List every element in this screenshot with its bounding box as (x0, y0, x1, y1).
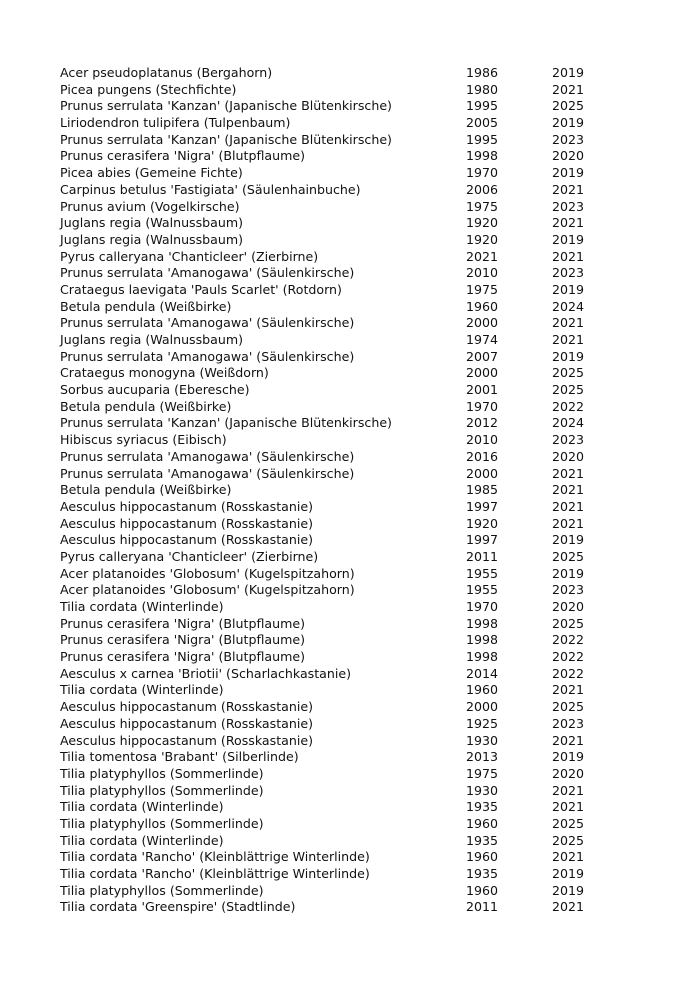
planted-year-cell: 1960 (466, 682, 499, 698)
table-row (60, 82, 600, 99)
planted-year-cell: 2000 (466, 365, 499, 381)
species-cell: Aesculus hippocastanum (Rosskastanie) (60, 498, 313, 514)
planted-year-cell: 1998 (466, 649, 499, 665)
planted-year-cell: 1998 (466, 615, 499, 631)
inspected-year-cell: 2021 (552, 215, 585, 231)
species-cell: Tilia cordata 'Rancho' (Kleinblättrige Winterlinde) (60, 849, 370, 865)
inspected-year-cell: 2020 (552, 599, 585, 614)
inspected-year-cell: 2019 (552, 882, 585, 898)
inspected-year-cell: 2021 (552, 799, 585, 815)
species-cell: Aesculus hippocastanum (Rosskastanie) (60, 732, 313, 748)
table-row (60, 282, 600, 299)
planted-year-cell: 2000 (466, 315, 499, 331)
table-row (60, 432, 600, 449)
inspected-year-cell: 2021 (552, 849, 585, 865)
species-cell: Tilia platyphyllos (Sommerlinde) (60, 882, 264, 898)
table-row (60, 682, 600, 699)
species-cell: Tilia platyphyllos (Sommerlinde) (60, 815, 264, 831)
species-cell: Betula pendula (Weißbirke) (60, 398, 232, 414)
species-cell: Juglans regia (Walnussbaum) (60, 231, 244, 247)
inspected-year-cell: 2019 (552, 348, 585, 364)
table-row (60, 866, 600, 883)
planted-year-cell: 1935 (466, 866, 499, 881)
inspected-year-cell: 2022 (552, 398, 585, 414)
inspected-year-cell: 2023 (552, 432, 585, 448)
species-cell: Aesculus x carnea 'Briotii' (Scharlachkastanie) (60, 665, 352, 681)
species-cell: Aesculus hippocastanum (Rosskastanie) (60, 699, 313, 715)
planted-year-cell: 2011 (466, 548, 499, 564)
inspected-year-cell: 2024 (552, 415, 585, 431)
planted-year-cell: 1935 (466, 799, 499, 815)
species-cell: Prunus serrulata 'Amanogawa' (Säulenkirsche) (60, 465, 355, 481)
table-row (60, 215, 600, 232)
inspected-year-cell: 2021 (552, 332, 585, 347)
species-cell: Prunus serrulata 'Amanogawa' (Säulenkirsche) (60, 265, 355, 281)
planted-year-cell: 1925 (466, 715, 499, 731)
species-cell: Juglans regia (Walnussbaum) (60, 215, 244, 231)
planted-year-cell: 1920 (466, 515, 499, 531)
inspected-year-cell: 2021 (552, 899, 585, 915)
planted-year-cell: 2011 (466, 899, 499, 915)
table-row (60, 349, 600, 366)
inspected-year-cell: 2025 (552, 832, 585, 848)
table-row (60, 632, 600, 649)
table-row (60, 733, 600, 750)
species-cell: Prunus serrulata 'Amanogawa' (Säulenkirsche) (60, 315, 355, 331)
species-cell: Picea abies (Gemeine Fichte) (60, 165, 243, 181)
species-cell: Juglans regia (Walnussbaum) (60, 332, 244, 347)
planted-year-cell: 1995 (466, 98, 499, 114)
planted-year-cell: 2014 (466, 665, 499, 681)
table-row (60, 482, 600, 499)
planted-year-cell: 1955 (466, 582, 499, 598)
species-cell: Tilia cordata (Winterlinde) (60, 599, 224, 614)
table-row (60, 532, 600, 549)
species-cell: Prunus cerasifera 'Nigra' (Blutpflaume) (60, 148, 306, 164)
table-row (60, 165, 600, 182)
inspected-year-cell: 2022 (552, 632, 585, 648)
planted-year-cell: 1920 (466, 215, 499, 231)
inspected-year-cell: 2020 (552, 148, 585, 164)
species-cell: Prunus avium (Vogelkirsche) (60, 198, 240, 214)
species-cell: Prunus serrulata 'Kanzan' (Japanische Blütenkirsche) (60, 131, 392, 147)
planted-year-cell: 1985 (466, 482, 499, 498)
inspected-year-cell: 2019 (552, 115, 585, 131)
table-row (60, 799, 600, 816)
table-row (60, 65, 600, 82)
table-row (60, 132, 600, 149)
planted-year-cell: 1986 (466, 65, 499, 80)
table-row (60, 616, 600, 633)
planted-year-cell: 1970 (466, 165, 499, 181)
species-cell: Liriodendron tulipifera (Tulpenbaum) (60, 115, 291, 131)
table-row (60, 299, 600, 316)
inspected-year-cell: 2021 (552, 482, 585, 498)
inspected-year-cell: 2019 (552, 231, 585, 247)
planted-year-cell: 1970 (466, 398, 499, 414)
table-row (60, 332, 600, 349)
species-cell: Pyrus calleryana 'Chanticleer' (Zierbirne) (60, 248, 319, 264)
inspected-year-cell: 2022 (552, 649, 585, 665)
planted-year-cell: 1998 (466, 148, 499, 164)
planted-year-cell: 1997 (466, 498, 499, 514)
species-cell: Tilia platyphyllos (Sommerlinde) (60, 782, 264, 798)
species-cell: Tilia cordata 'Rancho' (Kleinblättrige Winterlinde) (60, 866, 370, 881)
species-cell: Prunus cerasifera 'Nigra' (Blutpflaume) (60, 615, 306, 631)
table-row (60, 582, 600, 599)
inspected-year-cell: 2021 (552, 465, 585, 481)
table-row (60, 449, 600, 466)
species-cell: Acer platanoides 'Globosum' (Kugelspitzahorn) (60, 582, 355, 598)
inspected-year-cell: 2025 (552, 382, 585, 398)
inspected-year-cell: 2025 (552, 548, 585, 564)
planted-year-cell: 1975 (466, 281, 499, 297)
table-row (60, 783, 600, 800)
planted-year-cell: 1960 (466, 815, 499, 831)
inspected-year-cell: 2019 (552, 65, 585, 80)
inspected-year-cell: 2025 (552, 98, 585, 114)
inspected-year-cell: 2021 (552, 498, 585, 514)
species-cell: Aesculus hippocastanum (Rosskastanie) (60, 515, 313, 531)
tree-table (60, 65, 600, 916)
inspected-year-cell: 2021 (552, 732, 585, 748)
table-row (60, 666, 600, 683)
table-row (60, 599, 600, 616)
species-cell: Prunus serrulata 'Amanogawa' (Säulenkirsche) (60, 348, 355, 364)
planted-year-cell: 1975 (466, 198, 499, 214)
planted-year-cell: 1930 (466, 732, 499, 748)
inspected-year-cell: 2021 (552, 248, 585, 264)
inspected-year-cell: 2025 (552, 365, 585, 381)
species-cell: Prunus serrulata 'Amanogawa' (Säulenkirsche) (60, 448, 355, 464)
planted-year-cell: 2001 (466, 382, 499, 398)
species-cell: Prunus serrulata 'Kanzan' (Japanische Blütenkirsche) (60, 415, 392, 431)
table-row (60, 182, 600, 199)
table-row (60, 148, 600, 165)
inspected-year-cell: 2021 (552, 81, 585, 97)
inspected-year-cell: 2019 (552, 532, 585, 548)
inspected-year-cell: 2022 (552, 665, 585, 681)
planted-year-cell: 2000 (466, 465, 499, 481)
species-cell: Prunus serrulata 'Kanzan' (Japanische Blütenkirsche) (60, 98, 392, 114)
inspected-year-cell: 2023 (552, 715, 585, 731)
species-cell: Tilia cordata (Winterlinde) (60, 832, 224, 848)
planted-year-cell: 1960 (466, 882, 499, 898)
planted-year-cell: 1995 (466, 131, 499, 147)
species-cell: Acer pseudoplatanus (Bergahorn) (60, 65, 273, 80)
table-row (60, 199, 600, 216)
inspected-year-cell: 2021 (552, 315, 585, 331)
table-row (60, 382, 600, 399)
table-row (60, 232, 600, 249)
species-cell: Tilia platyphyllos (Sommerlinde) (60, 765, 264, 781)
planted-year-cell: 2012 (466, 415, 499, 431)
table-row (60, 699, 600, 716)
planted-year-cell: 2010 (466, 432, 499, 448)
inspected-year-cell: 2024 (552, 298, 585, 314)
species-cell: Tilia tomentosa 'Brabant' (Silberlinde) (60, 749, 299, 765)
species-cell: Carpinus betulus 'Fastigiata' (Säulenhainbuche) (60, 181, 361, 197)
planted-year-cell: 2005 (466, 115, 499, 131)
inspected-year-cell: 2020 (552, 765, 585, 781)
planted-year-cell: 2007 (466, 348, 499, 364)
planted-year-cell: 2016 (466, 448, 499, 464)
inspected-year-cell: 2019 (552, 565, 585, 581)
table-row (60, 833, 600, 850)
inspected-year-cell: 2020 (552, 448, 585, 464)
planted-year-cell: 1960 (466, 849, 499, 865)
table-row (60, 899, 600, 916)
table-row (60, 499, 600, 516)
inspected-year-cell: 2019 (552, 165, 585, 181)
inspected-year-cell: 2025 (552, 815, 585, 831)
planted-year-cell: 2013 (466, 749, 499, 765)
planted-year-cell: 2010 (466, 265, 499, 281)
species-cell: Betula pendula (Weißbirke) (60, 482, 232, 498)
table-row (60, 849, 600, 866)
inspected-year-cell: 2023 (552, 131, 585, 147)
inspected-year-cell: 2021 (552, 782, 585, 798)
inspected-year-cell: 2019 (552, 281, 585, 297)
inspected-year-cell: 2023 (552, 582, 585, 598)
table-row (60, 766, 600, 783)
table-row (60, 365, 600, 382)
planted-year-cell: 1970 (466, 599, 499, 614)
table-row (60, 265, 600, 282)
table-row (60, 315, 600, 332)
species-cell: Hibiscus syriacus (Eibisch) (60, 432, 227, 448)
table-row (60, 883, 600, 900)
planted-year-cell: 2000 (466, 699, 499, 715)
species-cell: Pyrus calleryana 'Chanticleer' (Zierbirne) (60, 548, 319, 564)
table-row (60, 516, 600, 533)
planted-year-cell: 1955 (466, 565, 499, 581)
species-cell: Sorbus aucuparia (Eberesche) (60, 382, 250, 398)
table-row (60, 649, 600, 666)
table-row (60, 749, 600, 766)
table-row (60, 415, 600, 432)
planted-year-cell: 1998 (466, 632, 499, 648)
table-row (60, 716, 600, 733)
species-cell: Tilia cordata (Winterlinde) (60, 799, 224, 815)
planted-year-cell: 1920 (466, 231, 499, 247)
species-cell: Picea pungens (Stechfichte) (60, 81, 237, 97)
inspected-year-cell: 2025 (552, 615, 585, 631)
planted-year-cell: 2006 (466, 181, 499, 197)
species-cell: Aesculus hippocastanum (Rosskastanie) (60, 715, 313, 731)
planted-year-cell: 1997 (466, 532, 499, 548)
table-row (60, 249, 600, 266)
planted-year-cell: 1975 (466, 765, 499, 781)
planted-year-cell: 1974 (466, 332, 499, 347)
planted-year-cell: 1930 (466, 782, 499, 798)
species-cell: Crataegus laevigata 'Pauls Scarlet' (Rotdorn) (60, 281, 342, 297)
species-cell: Tilia cordata 'Greenspire' (Stadtlinde) (60, 899, 296, 915)
table-row (60, 566, 600, 583)
planted-year-cell: 2021 (466, 248, 499, 264)
table-row (60, 98, 600, 115)
table-row (60, 115, 600, 132)
species-cell: Aesculus hippocastanum (Rosskastanie) (60, 532, 313, 548)
inspected-year-cell: 2019 (552, 749, 585, 765)
planted-year-cell: 1960 (466, 298, 499, 314)
inspected-year-cell: 2021 (552, 181, 585, 197)
species-cell: Prunus cerasifera 'Nigra' (Blutpflaume) (60, 632, 306, 648)
planted-year-cell: 1980 (466, 81, 499, 97)
inspected-year-cell: 2021 (552, 682, 585, 698)
inspected-year-cell: 2025 (552, 699, 585, 715)
species-cell: Prunus cerasifera 'Nigra' (Blutpflaume) (60, 649, 306, 665)
planted-year-cell: 1935 (466, 832, 499, 848)
table-row (60, 549, 600, 566)
species-cell: Crataegus monogyna (Weißdorn) (60, 365, 269, 381)
table-row (60, 466, 600, 483)
inspected-year-cell: 2019 (552, 866, 585, 881)
table-row (60, 399, 600, 416)
species-cell: Tilia cordata (Winterlinde) (60, 682, 224, 698)
inspected-year-cell: 2023 (552, 265, 585, 281)
inspected-year-cell: 2023 (552, 198, 585, 214)
table-row (60, 816, 600, 833)
species-cell: Acer platanoides 'Globosum' (Kugelspitzahorn) (60, 565, 355, 581)
inspected-year-cell: 2021 (552, 515, 585, 531)
species-cell: Betula pendula (Weißbirke) (60, 298, 232, 314)
